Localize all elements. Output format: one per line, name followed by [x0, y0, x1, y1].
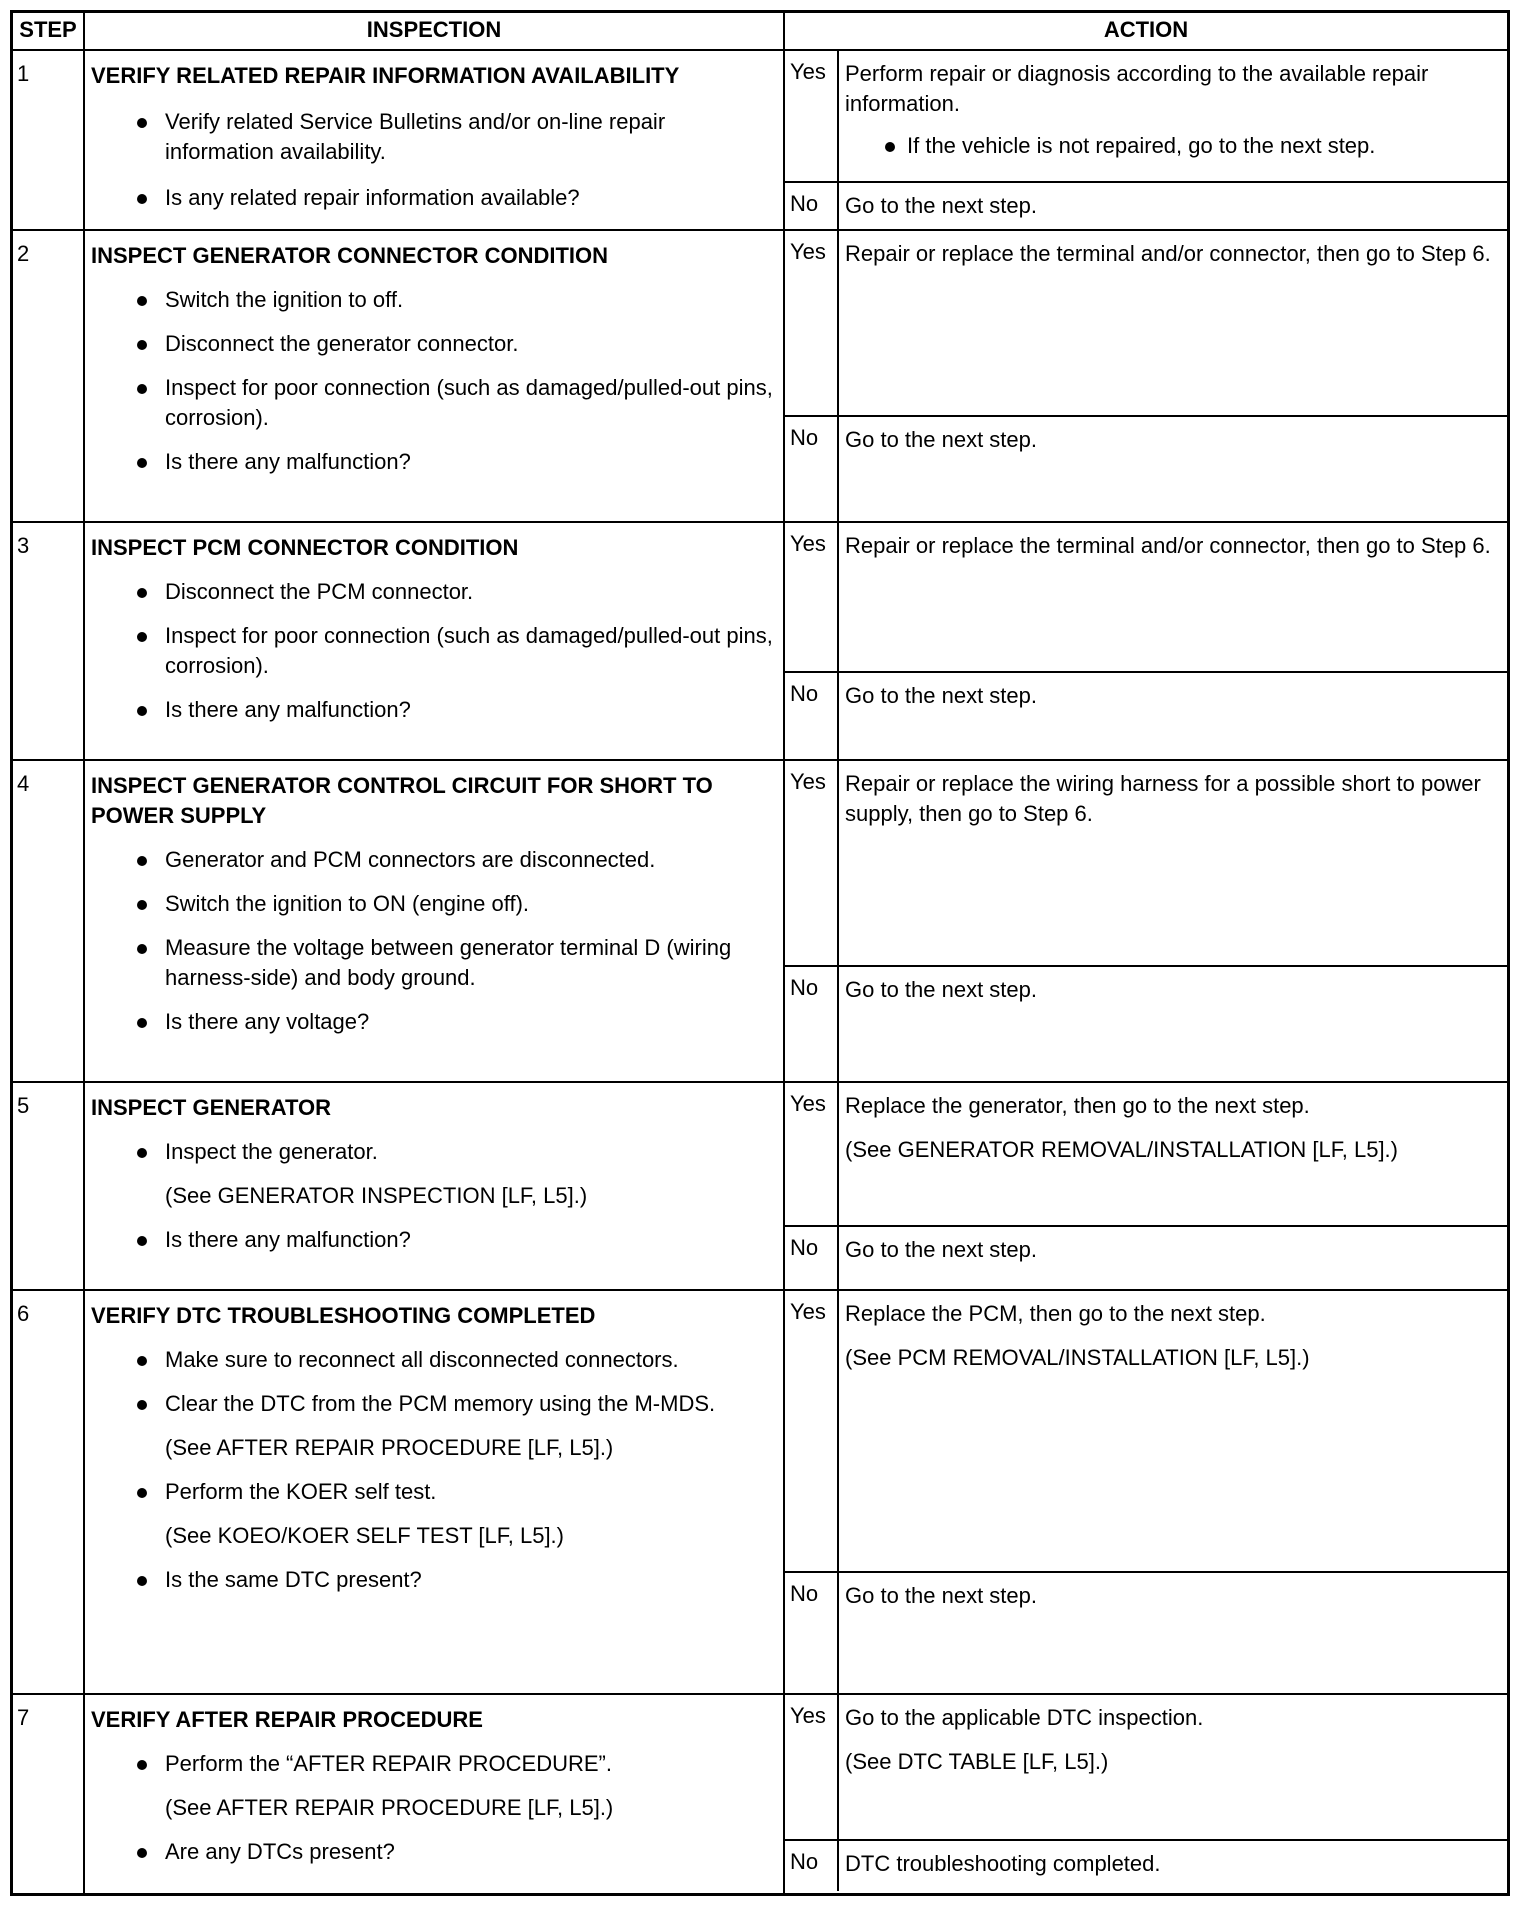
step-title: INSPECT PCM CONNECTOR CONDITION — [91, 535, 519, 560]
table-row — [13, 761, 1507, 1083]
table-row — [13, 1695, 1507, 1893]
step-title: VERIFY RELATED REPAIR INFORMATION AVAILABILITY — [91, 63, 680, 88]
action-text: Go to the next step. — [845, 977, 1038, 1002]
no-label: No — [785, 417, 839, 521]
bullet-item: Inspect the generator. — [85, 1137, 783, 1167]
yes-branch — [785, 51, 1507, 183]
action-header: ACTION — [1103, 17, 1189, 42]
bullet-item: Inspect for poor connection (such as damaged/pulled-out pins, corrosion). — [85, 373, 783, 433]
reference-note: (See PCM REMOVAL/INSTALLATION [LF, L5].) — [845, 1345, 1310, 1370]
bullet-item: Is there any malfunction? — [85, 695, 783, 725]
bullet-item: Switch the ignition to ON (engine off). — [85, 889, 783, 919]
step-number: 5 — [13, 1083, 85, 1289]
action-text: Go to the applicable DTC inspection. — [845, 1705, 1204, 1730]
bullet-item: Perform the KOER self test. — [85, 1477, 783, 1507]
table-row — [13, 1291, 1507, 1695]
bullet-item: Make sure to reconnect all disconnected connectors. — [85, 1345, 783, 1375]
bullet-item: Clear the DTC from the PCM memory using the M-MDS. — [85, 1389, 783, 1419]
bullet-item: Generator and PCM connectors are disconnected. — [85, 845, 783, 875]
step-number: 6 — [13, 1291, 85, 1693]
reference-note: (See GENERATOR INSPECTION [LF, L5].) — [165, 1183, 588, 1208]
no-branch — [785, 183, 1507, 229]
yes-label: Yes — [785, 761, 839, 965]
table-header — [13, 13, 1507, 51]
action-text: Repair or replace the terminal and/or connector, then go to Step 6. — [845, 241, 1491, 266]
step-number: 4 — [13, 761, 85, 1081]
yes-branch — [785, 1695, 1507, 1841]
action-text: Go to the next step. — [845, 1583, 1038, 1608]
inspection-header: INSPECTION — [85, 13, 785, 49]
action-text: Go to the next step. — [845, 1237, 1038, 1262]
yes-label: Yes — [785, 523, 839, 671]
bullet-item: Is the same DTC present? — [85, 1565, 783, 1595]
table-row — [13, 51, 1507, 231]
step-header: STEP — [13, 13, 85, 49]
step-title: INSPECT GENERATOR — [91, 1095, 331, 1120]
diagnostic-procedure-table — [10, 10, 1510, 1896]
bullet-item: Disconnect the generator connector. — [85, 329, 783, 359]
bullet-item: Are any DTCs present? — [85, 1837, 783, 1867]
bullet-item: Is there any malfunction? — [85, 1225, 783, 1255]
no-label: No — [785, 1573, 839, 1693]
no-branch — [785, 1573, 1507, 1693]
table-row — [13, 231, 1507, 523]
step-title: INSPECT GENERATOR CONNECTOR CONDITION — [91, 243, 609, 268]
yes-branch — [785, 761, 1507, 967]
action-text: Repair or replace the wiring harness for a possible short to power supply, then go to Step 6. — [845, 771, 1481, 826]
bullet-item: Is there any voltage? — [85, 1007, 783, 1037]
table-row — [13, 523, 1507, 761]
bullet-item: Disconnect the PCM connector. — [85, 577, 783, 607]
yes-label: Yes — [785, 1291, 839, 1571]
step-number: 1 — [13, 51, 85, 229]
step-number: 3 — [13, 523, 85, 759]
yes-branch — [785, 1291, 1507, 1573]
bullet-item: Is any related repair information available? — [85, 183, 783, 213]
reference-note: (See KOEO/KOER SELF TEST [LF, L5].) — [165, 1523, 564, 1548]
action-cell — [839, 51, 1507, 161]
reference-note: (See GENERATOR REMOVAL/INSTALLATION [LF, L5].) — [845, 1137, 1398, 1162]
no-label: No — [785, 673, 839, 759]
yes-branch — [785, 231, 1507, 417]
no-branch — [785, 1841, 1507, 1891]
action-bullet: If the vehicle is not repaired, go to the next step. — [845, 131, 1501, 161]
bullet-item: Perform the “AFTER REPAIR PROCEDURE”. — [85, 1749, 783, 1779]
no-label: No — [785, 183, 839, 229]
action-text: Repair or replace the terminal and/or connector, then go to Step 6. — [845, 533, 1491, 558]
bullet-item: Verify related Service Bulletins and/or on-line repair information availability. — [85, 107, 783, 167]
action-cell — [839, 1083, 1507, 1165]
no-branch — [785, 1227, 1507, 1289]
step-number: 2 — [13, 231, 85, 521]
no-label: No — [785, 1841, 839, 1891]
bullet-item: Switch the ignition to off. — [85, 285, 783, 315]
action-text: Replace the PCM, then go to the next step. — [845, 1301, 1266, 1326]
no-label: No — [785, 1227, 839, 1289]
reference-note: (See AFTER REPAIR PROCEDURE [LF, L5].) — [165, 1795, 614, 1820]
inspection-cell — [85, 523, 785, 759]
inspection-cell — [85, 1695, 785, 1893]
action-text: Go to the next step. — [845, 683, 1038, 708]
no-branch — [785, 673, 1507, 759]
table-row — [13, 1083, 1507, 1291]
action-text: Replace the generator, then go to the next step. — [845, 1093, 1310, 1118]
inspection-cell — [85, 1291, 785, 1693]
action-text: DTC troubleshooting completed. — [845, 1851, 1161, 1876]
reference-note: (See AFTER REPAIR PROCEDURE [LF, L5].) — [165, 1435, 614, 1460]
yes-label: Yes — [785, 51, 839, 181]
step-number: 7 — [13, 1695, 85, 1893]
no-label: No — [785, 967, 839, 1081]
no-branch — [785, 417, 1507, 521]
inspection-cell — [85, 231, 785, 521]
yes-label: Yes — [785, 1083, 839, 1225]
action-text: Go to the next step. — [845, 427, 1038, 452]
reference-note: (See DTC TABLE [LF, L5].) — [845, 1749, 1109, 1774]
action-text: Perform repair or diagnosis according to the available repair information. — [845, 61, 1429, 116]
action-cell — [839, 1291, 1507, 1373]
yes-branch — [785, 1083, 1507, 1227]
no-branch — [785, 967, 1507, 1081]
bullet-item: Inspect for poor connection (such as damaged/pulled-out pins, corrosion). — [85, 621, 783, 681]
step-title: VERIFY AFTER REPAIR PROCEDURE — [91, 1707, 483, 1732]
bullet-item: Measure the voltage between generator terminal D (wiring harness-side) and body ground. — [85, 933, 783, 993]
inspection-cell — [85, 51, 785, 229]
yes-label: Yes — [785, 1695, 839, 1839]
yes-label: Yes — [785, 231, 839, 415]
action-cell — [839, 1695, 1507, 1777]
step-title: INSPECT GENERATOR CONTROL CIRCUIT FOR SHORT TO POWER SUPPLY — [91, 773, 713, 828]
yes-branch — [785, 523, 1507, 673]
action-text: Go to the next step. — [845, 193, 1038, 218]
inspection-cell — [85, 1083, 785, 1289]
bullet-item: Is there any malfunction? — [85, 447, 783, 477]
step-title: VERIFY DTC TROUBLESHOOTING COMPLETED — [91, 1303, 596, 1328]
inspection-cell — [85, 761, 785, 1081]
